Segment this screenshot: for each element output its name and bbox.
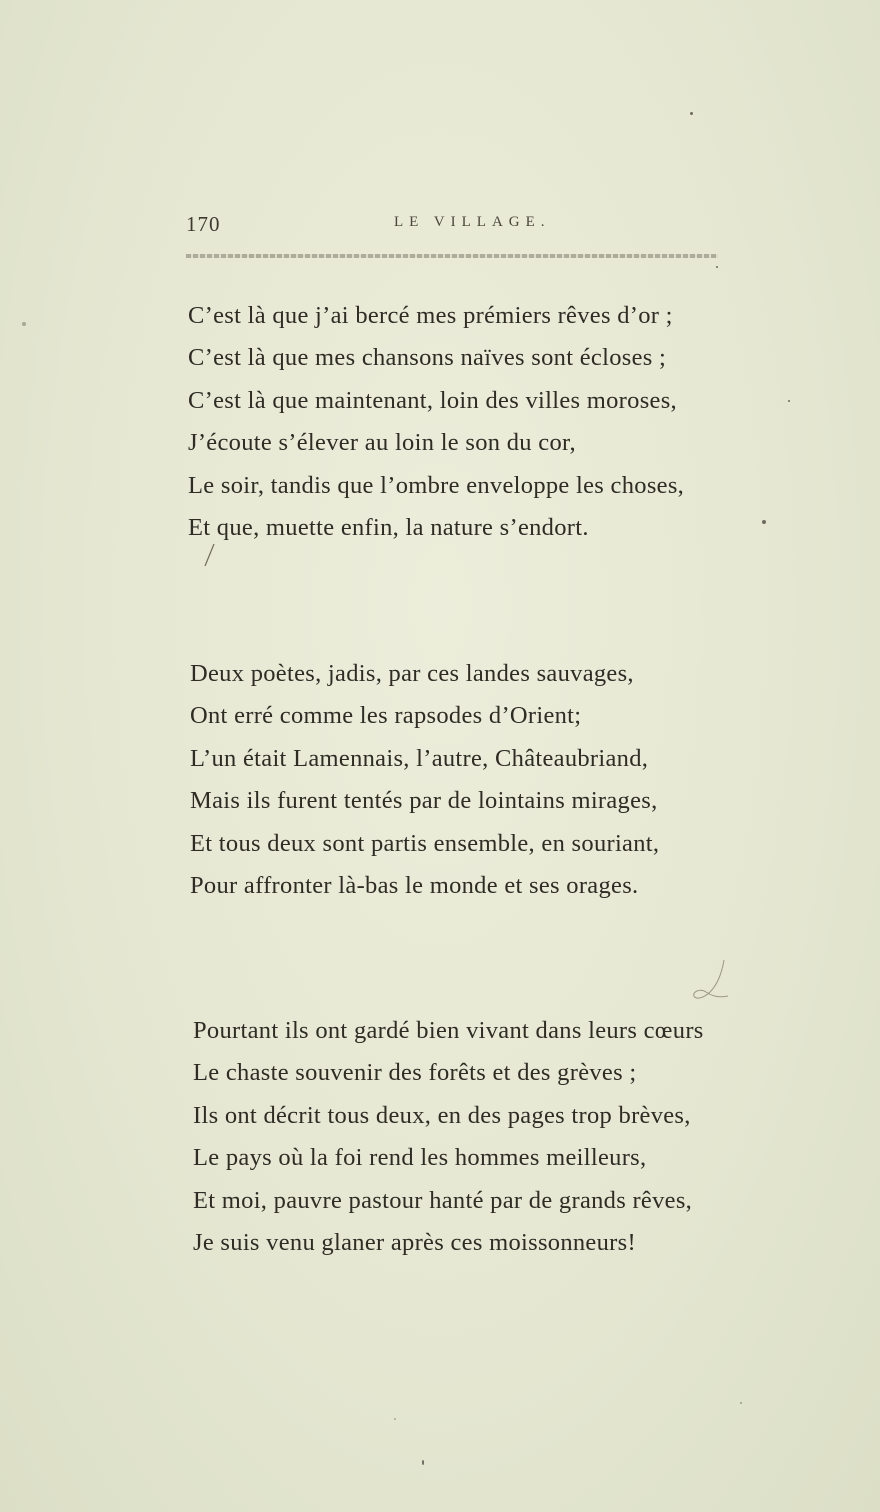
verse-line: Le soir, tandis que l’ombre enveloppe les choses, xyxy=(188,471,685,499)
verse-line: Je suis venu glaner après ces moissonneurs! xyxy=(193,1229,636,1257)
verse-line: Et tous deux sont partis ensemble, en souriant, xyxy=(190,829,660,857)
verse-line: Ont erré comme les rapsodes d’Orient; xyxy=(190,702,582,730)
ink-speck xyxy=(716,266,718,268)
stanza-1 xyxy=(188,295,684,549)
verse-line: Et que, muette enfin, la nature s’endort. xyxy=(188,514,589,542)
verse-line: Pour affronter là-bas le monde et ses orages. xyxy=(190,872,639,900)
ink-speck xyxy=(740,1402,742,1404)
page-number: 170 xyxy=(186,212,221,236)
verse-line: C’est là que mes chansons naïves sont écloses ; xyxy=(188,344,667,372)
verse-line: C’est là que maintenant, loin des villes moroses, xyxy=(188,386,677,414)
verse-line: L’un était Lamennais, l’autre, Châteaubriand, xyxy=(190,744,649,772)
verse-line: Ils ont décrit tous deux, en des pages trop brèves, xyxy=(193,1101,691,1129)
ink-speck xyxy=(762,520,766,524)
verse-line: C’est là que j’ai bercé mes prémiers rêves d’or ; xyxy=(188,302,673,329)
verse-line: Le pays où la foi rend les hommes meilleurs, xyxy=(193,1144,647,1172)
stanza-2 xyxy=(190,653,659,907)
verse-line: Le chaste souvenir des forêts et des grèves ; xyxy=(193,1059,637,1087)
ink-speck xyxy=(690,112,693,115)
verse-line: Et moi, pauvre pastour hanté par de grands rêves, xyxy=(193,1186,693,1214)
ink-speck xyxy=(394,1418,396,1420)
verse-line: Mais ils furent tentés par de lointains mirages, xyxy=(190,787,658,815)
ink-speck xyxy=(788,400,790,402)
ink-speck xyxy=(22,322,26,326)
verse-line: J’écoute s’élever au loin le son du cor, xyxy=(188,429,576,457)
page-header xyxy=(186,212,706,242)
verse-line: Pourtant ils ont gardé bien vivant dans leurs cœurs xyxy=(193,1017,704,1044)
ink-speck xyxy=(422,1460,424,1465)
header-divider xyxy=(186,254,718,258)
stanza-3 xyxy=(193,1010,704,1264)
running-title: LE VILLAGE. xyxy=(394,214,551,230)
verse-line: Deux poètes, jadis, par ces landes sauvages, xyxy=(190,660,634,687)
stray-pen-mark xyxy=(684,958,734,1008)
stray-pen-mark xyxy=(200,540,220,570)
